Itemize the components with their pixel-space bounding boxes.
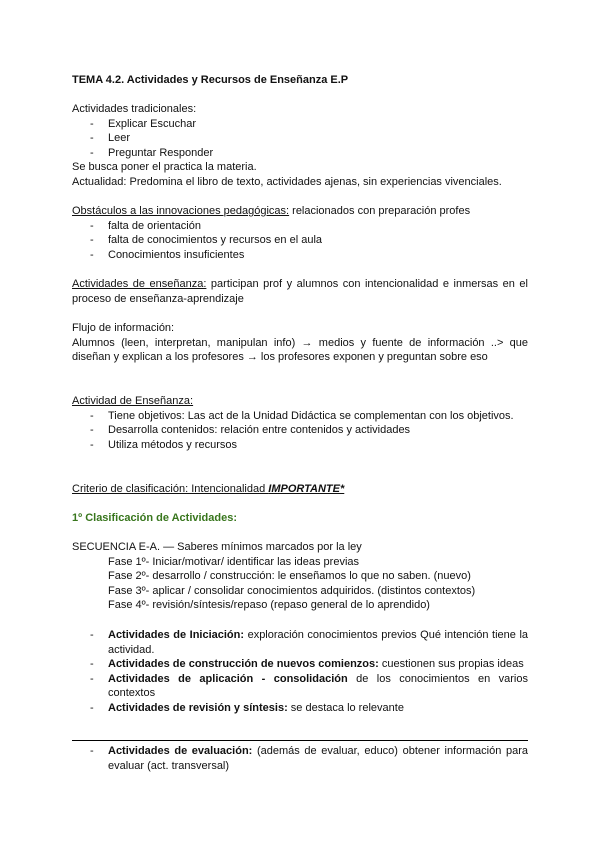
paragraph: Alumnos (leen, interpretan, manipulan info) → medios y fuente de información ..> que diseñan y explican a los profesores → los profesores exponen y preguntan sobre eso — [72, 336, 528, 364]
list-item: - Conocimientos insuficientes — [72, 248, 528, 263]
tradicionales-section — [72, 102, 528, 190]
secuencia-line: SECUENCIA E-A. — Saberes mínimos marcados por la ley — [72, 541, 362, 553]
section-heading: Obstáculos a las innovaciones pedagógicas: — [72, 205, 290, 217]
list-item: - Actividades de construcción de nuevos comienzos: cuestionen sus propias ideas — [72, 657, 528, 672]
page-title: TEMA 4.2. Actividades y Recursos de Enseñanza E.P — [72, 74, 349, 86]
criterio-emphasis: IMPORTANTE* — [268, 483, 345, 495]
list-item: - Desarrolla contenidos: relación entre contenidos y actividades — [72, 423, 528, 438]
list-item: - Preguntar Responder — [72, 146, 528, 161]
tipos-actividades-list — [72, 628, 528, 716]
obstaculos-section — [72, 204, 528, 262]
paragraph: Se busca poner el practica la materia. — [72, 161, 257, 174]
horizontal-divider — [72, 740, 528, 741]
secuencia-section — [72, 540, 528, 613]
list-item: - falta de conocimientos y recursos en el aula — [72, 233, 528, 248]
list-item: - Leer — [72, 131, 528, 146]
criterio-text: Criterio de clasificación: Intencionalidad — [72, 483, 269, 495]
list-item: - Actividades de Iniciación: exploración conocimientos previos Qué intención tiene la actividad. — [72, 628, 528, 657]
section-text: relacionados con preparación profes — [289, 205, 471, 217]
list-item: - falta de orientación — [72, 219, 528, 234]
list-item: - Actividades de revisión y síntesis: se destaca lo relevante — [72, 701, 528, 716]
section-heading: Actividades tradicionales: — [72, 103, 197, 115]
criterio-line — [72, 482, 528, 497]
section-heading: Flujo de información: — [72, 322, 175, 334]
fase-line: Fase 4º- revisión/síntesis/repaso (repaso general de lo aprendido) — [108, 599, 430, 612]
section-text: participan prof y alumnos con intencionalidad e inmersas en el proceso de enseñanza-aprendizaje — [72, 278, 528, 305]
fase-line: Fase 1º- Iniciar/motivar/ identificar las ideas previas — [108, 555, 360, 568]
evaluacion-item — [72, 744, 528, 773]
section-heading: Actividades de enseñanza: — [72, 278, 207, 290]
paragraph: Actualidad: Predomina el libro de texto, actividades ajenas, sin experiencias vivenciales. — [72, 175, 502, 188]
clasificacion-heading: 1º Clasificación de Actividades: — [72, 512, 237, 524]
actividad-section — [72, 394, 528, 452]
fase-line: Fase 3º- aplicar / consolidar conocimientos adquiridos. (distintos contextos) — [108, 584, 476, 597]
fase-line: Fase 2º- desarrollo / construcción: le enseñamos lo que no saben. (nuevo) — [108, 570, 471, 583]
list-item: - Utiliza métodos y recursos — [72, 438, 528, 453]
list-item: - Actividades de evaluación: (además de evaluar, educo) obtener información para evaluar (act. transversal) — [72, 744, 528, 773]
list-item: - Explicar Escuchar — [72, 117, 528, 132]
list-item: - Actividades de aplicación - consolidación de los conocimientos en varios contextos — [72, 672, 528, 701]
list-item: - Tiene objetivos: Las act de la Unidad Didáctica se complementan con los objetivos. — [72, 409, 528, 424]
flujo-section — [72, 321, 528, 365]
act-ensenanza-section — [72, 277, 528, 306]
section-heading: Actividad de Enseñanza: — [72, 395, 194, 407]
